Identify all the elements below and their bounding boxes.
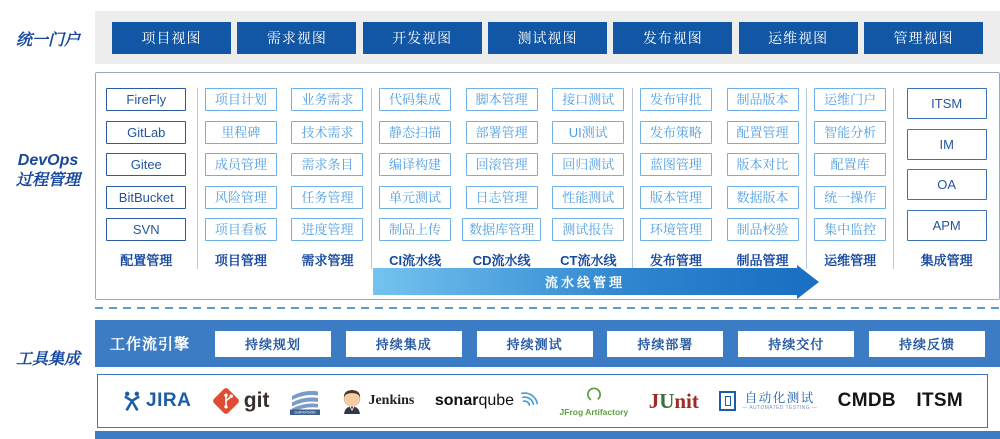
column-footer: 集成管理	[920, 253, 973, 268]
workflow-engine-bar	[95, 320, 1000, 367]
feature-box[interactable]: 发布策略	[640, 121, 712, 144]
view-button[interactable]: 管理视图	[864, 22, 983, 54]
stage-button[interactable]: 持续部署	[607, 331, 723, 357]
logo-jfrog-artifactory	[560, 386, 629, 417]
view-button[interactable]: 测试视图	[488, 22, 607, 54]
feature-box[interactable]: 进度管理	[291, 218, 363, 241]
column-footer: 运维管理	[824, 253, 877, 268]
feature-column	[545, 88, 633, 269]
sonarqube-wordmark: sonarqube	[434, 392, 515, 409]
section-label-unified-portal: 统一门户	[15, 32, 80, 49]
git-icon	[212, 387, 240, 415]
stage-button[interactable]: 持续规划	[215, 331, 331, 357]
bottom-accent-bar	[95, 431, 1000, 439]
logo-cmdb	[838, 390, 896, 412]
section-label-tool-integration: 工具集成	[15, 351, 80, 368]
feature-box[interactable]: 业务需求	[291, 88, 363, 111]
feature-box[interactable]: 版本对比	[727, 153, 799, 176]
devops-label-line1: DevOps	[17, 152, 79, 169]
feature-box[interactable]: 配置库	[814, 153, 886, 176]
column-footer: CT流水线	[560, 253, 617, 268]
feature-column	[372, 88, 459, 269]
feature-box[interactable]: 环境管理	[640, 218, 712, 241]
jenkins-wordmark: Jenkins	[368, 393, 415, 408]
feature-column	[284, 88, 372, 269]
feature-box[interactable]: 部署管理	[466, 121, 538, 144]
feature-box[interactable]: 智能分析	[814, 121, 886, 144]
process-columns	[96, 88, 999, 269]
feature-box[interactable]: 版本管理	[640, 186, 712, 209]
feature-box[interactable]: GitLab	[106, 121, 186, 144]
feature-box[interactable]: SVN	[106, 218, 186, 241]
feature-box[interactable]: 回归测试	[552, 153, 624, 176]
stage-button[interactable]: 持续集成	[346, 331, 462, 357]
workflow-engine-label: 工作流引擎	[110, 336, 191, 353]
feature-box[interactable]: 静态扫描	[379, 121, 451, 144]
stage-button[interactable]: 持续交付	[738, 331, 854, 357]
feature-box[interactable]: 技术需求	[291, 121, 363, 144]
logo-itsm	[916, 390, 963, 412]
feature-box[interactable]: 数据库管理	[462, 218, 541, 241]
section-label-devops-process	[0, 151, 96, 191]
logo-jira	[122, 390, 191, 412]
feature-box[interactable]: IM	[907, 129, 987, 160]
feature-column	[198, 88, 285, 269]
feature-box[interactable]: 里程碑	[205, 121, 277, 144]
devops-process-panel	[95, 72, 1000, 300]
feature-box[interactable]: 项目计划	[205, 88, 277, 111]
feature-box[interactable]: FireFly	[106, 88, 186, 111]
column-footer: 需求管理	[301, 253, 354, 268]
svg-text:SUBVERSION: SUBVERSION	[294, 410, 316, 415]
feature-box[interactable]: 回滚管理	[466, 153, 538, 176]
feature-box[interactable]: Gitee	[106, 153, 186, 176]
column-footer: 项目管理	[214, 253, 267, 268]
feature-box[interactable]: 制品校验	[727, 218, 799, 241]
column-footer: CI流水线	[389, 253, 442, 268]
view-button[interactable]: 发布视图	[613, 22, 732, 54]
pipeline-arrow-label: 流水线管理	[373, 268, 797, 295]
view-button[interactable]: 开发视图	[363, 22, 482, 54]
feature-box[interactable]: 运维门户	[814, 88, 886, 111]
pipeline-arrowhead-icon	[797, 265, 819, 299]
feature-box[interactable]: 编译构建	[379, 153, 451, 176]
feature-box[interactable]: 接口测试	[552, 88, 624, 111]
view-button[interactable]: 运维视图	[739, 22, 858, 54]
tool-logos-box	[97, 374, 988, 428]
feature-box[interactable]: 任务管理	[291, 186, 363, 209]
feature-box[interactable]: 蓝图管理	[640, 153, 712, 176]
feature-box[interactable]: 集中监控	[814, 218, 886, 241]
itsm-wordmark: ITSM	[916, 390, 963, 411]
devops-label-line2: 过程管理	[15, 172, 80, 189]
feature-box[interactable]: 风险管理	[205, 186, 277, 209]
jfrog-circle-icon	[585, 386, 603, 403]
feature-box[interactable]: 项目看板	[205, 218, 277, 241]
feature-box[interactable]: 测试报告	[552, 218, 624, 241]
feature-box[interactable]: 数据版本	[727, 186, 799, 209]
feature-box[interactable]: UI测试	[552, 121, 624, 144]
view-button[interactable]: 需求视图	[237, 22, 356, 54]
sonar-waves-icon	[517, 387, 540, 409]
jenkins-icon	[340, 388, 364, 414]
feature-box[interactable]: 成员管理	[205, 153, 277, 176]
feature-box[interactable]: 统一操作	[814, 186, 886, 209]
pipeline-arrow	[373, 268, 819, 295]
column-footer: 制品管理	[736, 253, 789, 268]
stage-button[interactable]: 持续测试	[477, 331, 593, 357]
feature-box[interactable]: 单元测试	[379, 186, 451, 209]
feature-column	[894, 88, 999, 269]
cmdb-wordmark: CMDB	[837, 390, 896, 411]
feature-box[interactable]: 性能测试	[552, 186, 624, 209]
logo-jenkins	[340, 388, 414, 414]
feature-box[interactable]: 发布审批	[640, 88, 712, 111]
feature-box[interactable]: BitBucket	[106, 186, 186, 209]
logo-junit	[649, 389, 699, 414]
feature-box[interactable]: 配置管理	[727, 121, 799, 144]
stage-button[interactable]: 持续反馈	[869, 331, 985, 357]
jira-icon	[122, 391, 142, 412]
feature-column	[458, 88, 545, 269]
feature-column	[719, 88, 807, 269]
stage-buttons	[215, 331, 985, 357]
feature-box[interactable]: 需求条目	[291, 153, 363, 176]
logo-subversion	[290, 388, 320, 415]
automated-testing-wordmark: 自动化测试	[744, 390, 815, 405]
logo-git	[212, 389, 270, 413]
jira-wordmark: JIRA	[146, 390, 192, 411]
feature-box[interactable]: ITSM	[907, 88, 987, 119]
portal-view-bar	[95, 11, 1000, 64]
automated-testing-icon	[719, 391, 736, 411]
feature-box[interactable]: 代码集成	[379, 88, 451, 111]
feature-box[interactable]: 脚本管理	[466, 88, 538, 111]
feature-box[interactable]: 制品上传	[379, 218, 451, 241]
dashed-divider	[95, 307, 1000, 309]
subversion-icon	[290, 388, 320, 415]
feature-box[interactable]: 日志管理	[466, 186, 538, 209]
logo-automated-testing	[719, 391, 817, 411]
column-footer: 发布管理	[649, 253, 702, 268]
feature-column	[807, 88, 895, 269]
feature-box[interactable]: OA	[907, 169, 987, 200]
automated-testing-subtitle: — AUTOMATED TESTING —	[742, 404, 818, 411]
junit-wordmark: JUnit	[648, 388, 699, 413]
feature-box[interactable]: APM	[907, 210, 987, 241]
feature-box[interactable]: 制品版本	[727, 88, 799, 111]
feature-column	[96, 88, 198, 269]
column-footer: 配置管理	[120, 253, 173, 268]
column-footer: CD流水线	[472, 253, 531, 268]
view-button[interactable]: 项目视图	[112, 22, 231, 54]
logo-sonarqube	[435, 392, 539, 410]
git-wordmark: git	[243, 389, 270, 412]
jfrog-wordmark: JFrog Artifactory	[559, 406, 629, 417]
feature-column	[633, 88, 720, 269]
